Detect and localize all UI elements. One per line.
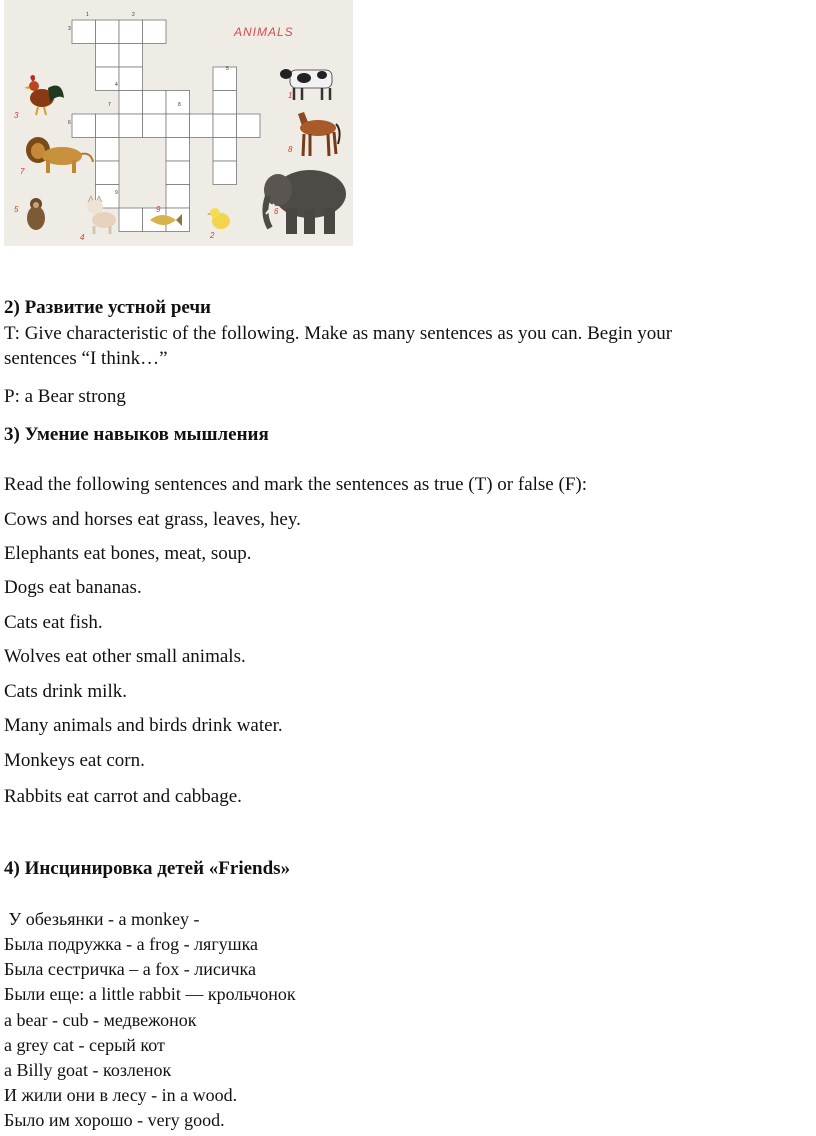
- lion-icon: [26, 137, 93, 173]
- poem-line: Были еще: a little rabbit — крольчонок: [4, 984, 296, 1004]
- poem-line: Была сестричка – a fox - лисичка: [4, 959, 256, 979]
- picture-number: 2: [210, 231, 215, 240]
- crossword-grid: [4, 0, 353, 246]
- crossword-cell: [213, 91, 237, 115]
- crossword-cell: [119, 91, 143, 115]
- crossword-cell: [237, 114, 261, 138]
- picture-number: 8: [288, 145, 293, 154]
- elephant-icon: [264, 170, 346, 234]
- list-item: Cats eat fish.: [4, 612, 103, 633]
- crossword-cell: [166, 114, 190, 138]
- crossword-cell: [213, 161, 237, 185]
- clue-number: 2: [132, 12, 135, 18]
- list-item: Monkeys eat corn.: [4, 750, 145, 771]
- picture-number: 3: [14, 111, 19, 120]
- list-item: Rabbits eat carrot and cabbage.: [4, 786, 242, 807]
- poem-line: a bear - cub - медвежонок: [4, 1010, 197, 1030]
- clue-number: 1: [86, 12, 89, 18]
- list-item: Dogs eat bananas.: [4, 577, 142, 598]
- crossword-cell: [143, 91, 167, 115]
- list-item: Many animals and birds drink water.: [4, 715, 283, 736]
- list-item: Elephants eat bones, meat, soup.: [4, 543, 252, 564]
- clue-number: 7: [108, 102, 111, 108]
- crossword-cell: [143, 114, 167, 138]
- section3-instruction: Read the following sentences and mark the sentences as true (T) or false (F):: [4, 474, 587, 495]
- section4-heading: 4) Инсцинировка детей «Friends»: [4, 858, 291, 879]
- poem-line: a Billy goat - козленок: [4, 1060, 172, 1080]
- crossword-cell: [166, 161, 190, 185]
- rooster-icon: [24, 75, 64, 115]
- crossword-cell: [166, 185, 190, 209]
- crossword-cell: [96, 20, 120, 44]
- clue-number: 6: [68, 120, 71, 126]
- crossword-cell: [213, 114, 237, 138]
- crossword-cell: [119, 20, 143, 44]
- picture-number: 7: [20, 167, 25, 176]
- horse-icon: [298, 112, 340, 156]
- poem-line: У обезьянки - a monkey -: [4, 909, 200, 929]
- crossword-cell: [213, 138, 237, 162]
- picture-number: 4: [80, 233, 85, 242]
- crossword-cell: [96, 138, 120, 162]
- picture-number: 1: [288, 91, 293, 100]
- crossword-cell: [96, 114, 120, 138]
- section3-heading: 3) Умение навыков мышления: [4, 424, 269, 445]
- poem-line: И жили они в лесу - in a wood.: [4, 1085, 238, 1105]
- picture-number: 9: [156, 205, 161, 214]
- list-item: Cows and horses eat grass, leaves, hey.: [4, 509, 301, 530]
- crossword-title: ANIMALS: [234, 25, 294, 39]
- clue-number: 5: [226, 66, 229, 72]
- crossword-cell: [213, 67, 237, 91]
- chick-icon: [207, 208, 230, 229]
- crossword-cell: [190, 114, 214, 138]
- crossword-cell: [96, 44, 120, 68]
- poem-line: Было им хорошо - very good.: [4, 1110, 225, 1130]
- crossword-cell: [119, 208, 143, 232]
- picture-number: 5: [14, 205, 19, 214]
- section2-task-line1: T: Give characteristic of the following. Make as many sentences as you can. Begin your: [4, 323, 673, 344]
- crossword-cell: [72, 20, 96, 44]
- picture-number: 6: [274, 207, 279, 216]
- poem-line: Была подружка - a frog - лягушка: [4, 934, 259, 954]
- poem-line: a grey cat - серый кот: [4, 1035, 165, 1055]
- section2-heading: 2) Развитие устной речи: [4, 297, 212, 318]
- section2-answer: P: a Bear strong: [4, 386, 126, 407]
- crossword-cell: [119, 44, 143, 68]
- crossword-image: [4, 0, 353, 246]
- crossword-cell: [96, 161, 120, 185]
- list-item: Cats drink milk.: [4, 681, 127, 702]
- crossword-cell: [72, 114, 96, 138]
- section2-task-line2: sentences “I think…”: [4, 348, 168, 369]
- clue-number: 3: [68, 26, 71, 32]
- crossword-cell: [119, 67, 143, 91]
- crossword-cell: [119, 114, 143, 138]
- clue-number: 4: [115, 82, 118, 88]
- clue-number: 9: [115, 190, 118, 196]
- crossword-cell: [143, 20, 167, 44]
- crossword-cell: [166, 138, 190, 162]
- clue-number: 8: [178, 102, 181, 108]
- monkey-icon: [27, 198, 45, 230]
- list-item: Wolves eat other small animals.: [4, 646, 246, 667]
